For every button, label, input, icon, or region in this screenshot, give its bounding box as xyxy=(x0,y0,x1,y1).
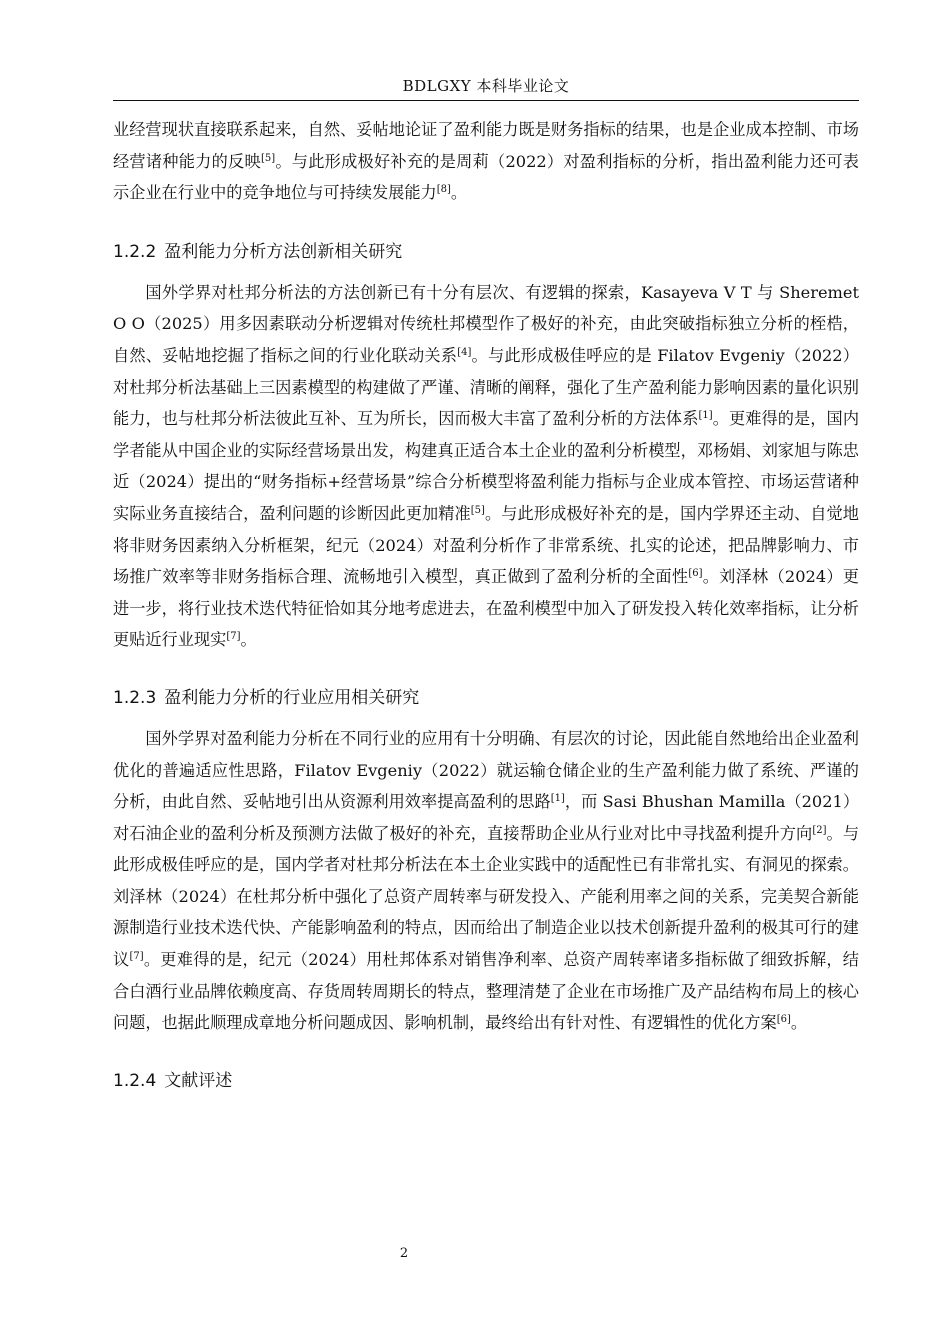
industry-text-5: 。 xyxy=(790,1013,808,1033)
citation-7: [7] xyxy=(129,951,144,963)
section-number: 1.2.4 xyxy=(113,1070,157,1091)
section-number: 1.2.2 xyxy=(113,241,157,262)
section-title: 盈利能力分析方法创新相关研究 xyxy=(164,241,403,262)
running-header: BDLGXY 本科毕业论文 xyxy=(402,77,570,95)
section-title: 文献评述 xyxy=(164,1070,233,1091)
method-text-1: 国外学界对杜邦分析法的方法创新已有十分有层次、有逻辑的探索，Kasayeva V T 与 Sheremet O O（2025）用多因素联动分析逻辑对传统杜邦模型作了极好的补充，由此突破指标独立分析的桎梏，自然、妥帖地挖掘了指标之间的行业化联动关系 xyxy=(113,282,859,365)
intro-text-2: 。与此形成极好补充的是周莉（2022）对盈利指标的分析，指出盈利能力还可表示企业在行业中的竞争地位与可持续发展能力 xyxy=(113,151,859,203)
section-heading-1-2-4 xyxy=(113,1069,859,1093)
citation-4: [4] xyxy=(457,346,472,358)
header-rule xyxy=(113,100,859,101)
industry-application-paragraph xyxy=(113,723,859,1039)
intro-text-1: 业经营现状直接联系起来，自然、妥帖地论证了盈利能力既是财务指标的结果，也是企业成本控制、市场经营诸种能力的反映 xyxy=(113,120,859,171)
citation-6: [6] xyxy=(776,1014,791,1026)
method-text-4: 。与此形成极好补充的是，国内学界还主动、自觉地将非财务因素纳入分析框架，纪元（2024）对盈利分析作了非常系统、扎实的论述，把品牌影响力、市场推广效率等非财务指标合理、流畅地引入模型，真正做到了盈利分析的全面性 xyxy=(113,503,859,587)
method-text-3: 。更难得的是，国内学者能从中国企业的实际经营场景出发，构建真正适合本土企业的盈利分析模型，邓杨娟、刘家旭与陈忠近（2024）提出的“财务指标+经营场景”综合分析模型将盈利能力指标与企业成本管控、市场运营诸种实际业务直接结合，盈利问题的诊断因此更加精准 xyxy=(113,409,860,523)
citation-1: [1] xyxy=(698,410,713,422)
page-body xyxy=(113,114,859,1093)
method-text-2: 。与此形成极佳呼应的是 Filatov Evgeniy（2022）对杜邦分析法基础上三因素模型的构建做了严谨、清晰的阐释，强化了生产盈利能力影响因素的量化识别能力，也与杜邦分析法彼此互补、互为所长，因而极大丰富了盈利分析的方法体系 xyxy=(113,345,859,429)
citation-5: [5] xyxy=(470,504,485,516)
citation-8: [8] xyxy=(436,184,451,196)
page-number: 2 xyxy=(399,1246,409,1261)
method-text-5: 。刘泽林（2024）更进一步，将行业技术迭代特征恰如其分地考虑进去，在盈利模型中加入了研发投入转化效率指标，让分析更贴近行业现实 xyxy=(113,567,859,650)
intro-text-3: 。 xyxy=(450,183,468,203)
citation-7: [7] xyxy=(226,631,241,643)
method-innovation-paragraph xyxy=(113,277,859,656)
citation-1: [1] xyxy=(550,793,565,805)
industry-text-2: ，而 Sasi Bhushan Mamilla（2021）对石油企业的盈利分析及预测方法做了极好的补充，直接帮助企业从行业对比中寻找盈利提升方向 xyxy=(113,792,860,843)
intro-paragraph xyxy=(113,114,859,209)
citation-2: [2] xyxy=(812,824,827,836)
industry-text-4: 。更难得的是，纪元（2024）用杜邦体系对销售净利率、总资产周转率诸多指标做了细致拆解，结合白酒行业品牌依赖度高、存货周转周期长的特点，整理清楚了企业在市场推广及产品结构布局上的核心问题，也据此顺理成章地分析问题成因、影响机制，最终给出有针对性、有逻辑性的优化方案 xyxy=(113,950,859,1033)
section-number: 1.2.3 xyxy=(113,687,157,708)
section-heading-1-2-2 xyxy=(113,240,859,264)
method-text-6: 。 xyxy=(240,630,257,650)
section-heading-1-2-3 xyxy=(113,686,859,710)
industry-text-3: 。与此形成极佳呼应的是，国内学者对杜邦分析法在本土企业实践中的适配性已有非常扎实、有洞见的探索。刘泽林（2024）在杜邦分析中强化了总资产周转率与研发投入、产能利用率之间的关系，完美契合新能源制造行业技术迭代快、产能影响盈利的特点，因而给出了制造企业以技术创新提升盈利的极其可行的建议 xyxy=(113,823,860,970)
section-title: 盈利能力分析的行业应用相关研究 xyxy=(164,687,420,708)
industry-text-1: 国外学界对盈利能力分析在不同行业的应用有十分明确、有层次的讨论，因此能自然地给出企业盈利优化的普遍适应性思路，Filatov Evgeniy（2022）就运输仓储企业的生产盈利能力做了系统、严谨的分析，由此自然、妥帖地引出从资源利用效率提高盈利的思路 xyxy=(113,728,859,812)
citation-5: [5] xyxy=(260,152,276,164)
citation-6: [6] xyxy=(688,568,703,580)
